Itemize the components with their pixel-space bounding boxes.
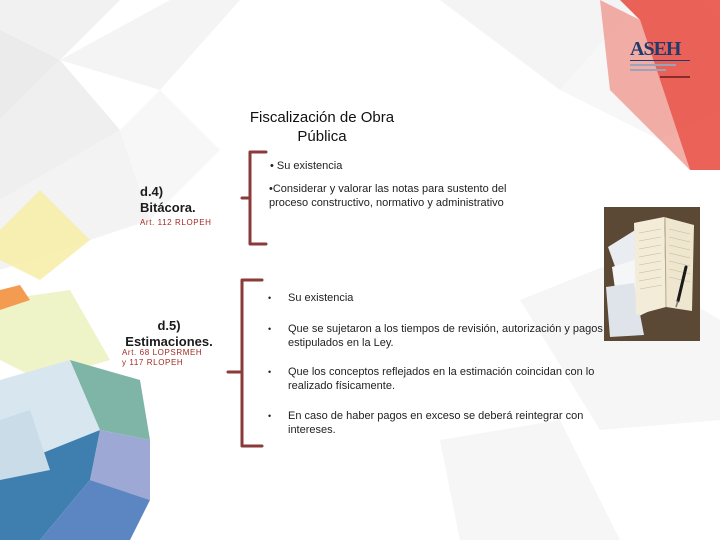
section-label-estimaciones [121,318,217,350]
section-name: Estimaciones. [125,334,213,349]
bullet-icon: • [268,324,272,334]
estimaciones-item-3 [268,365,608,393]
bracket-estimaciones [226,278,266,448]
item-text: Su existencia [288,292,354,304]
bitacora-item-2 [269,182,539,210]
section-code: d.5) [157,318,181,333]
logo-emblem [630,60,690,78]
bullet-icon: • [268,411,272,421]
section-name: Bitácora. [140,200,196,215]
bullet-icon: • [269,183,273,195]
section-code: d.4) [140,184,164,199]
section-label-bitacora [140,184,196,216]
item-text: Que se sujetaron a los tiempos de revisión, autorización y pagos estipulados en la Ley. [288,323,603,349]
aseh-logo [626,32,698,76]
title-line-2: Pública [297,128,347,145]
estimaciones-item-2 [268,322,608,350]
item-text: Su existencia [276,160,343,172]
title-line-1: Fiscalización de Obra [249,109,395,126]
legal-reference-bitacora: Art. 112 RLOPEH [140,218,212,227]
estimaciones-item-4 [268,409,608,437]
legal-reference-estimaciones [122,348,202,368]
bullet-icon: • [268,367,272,377]
notebook-photo-icon [604,207,700,341]
reference-line-2: y 117 RLOPEH [122,358,184,367]
logo-text: ASEH [630,38,681,60]
bitacora-item-1 [270,159,342,173]
slide-title [222,108,422,146]
bullet-icon: • [270,160,274,172]
item-text: Que los conceptos reflejados en la estimación coincidan con lo realizado físicamente. [288,366,595,392]
item-text: En caso de haber pagos en exceso se deberá reintegrar con intereses. [288,410,584,436]
bracket-bitacora [240,150,270,246]
item-text: Considerar y valorar las notas para sustento del proceso constructivo, normativo y administrativo [269,183,507,209]
bullet-icon: • [268,293,272,303]
reference-line-1: Art. 68 LOPSRMEH [122,348,203,357]
estimaciones-item-1 [268,291,598,305]
